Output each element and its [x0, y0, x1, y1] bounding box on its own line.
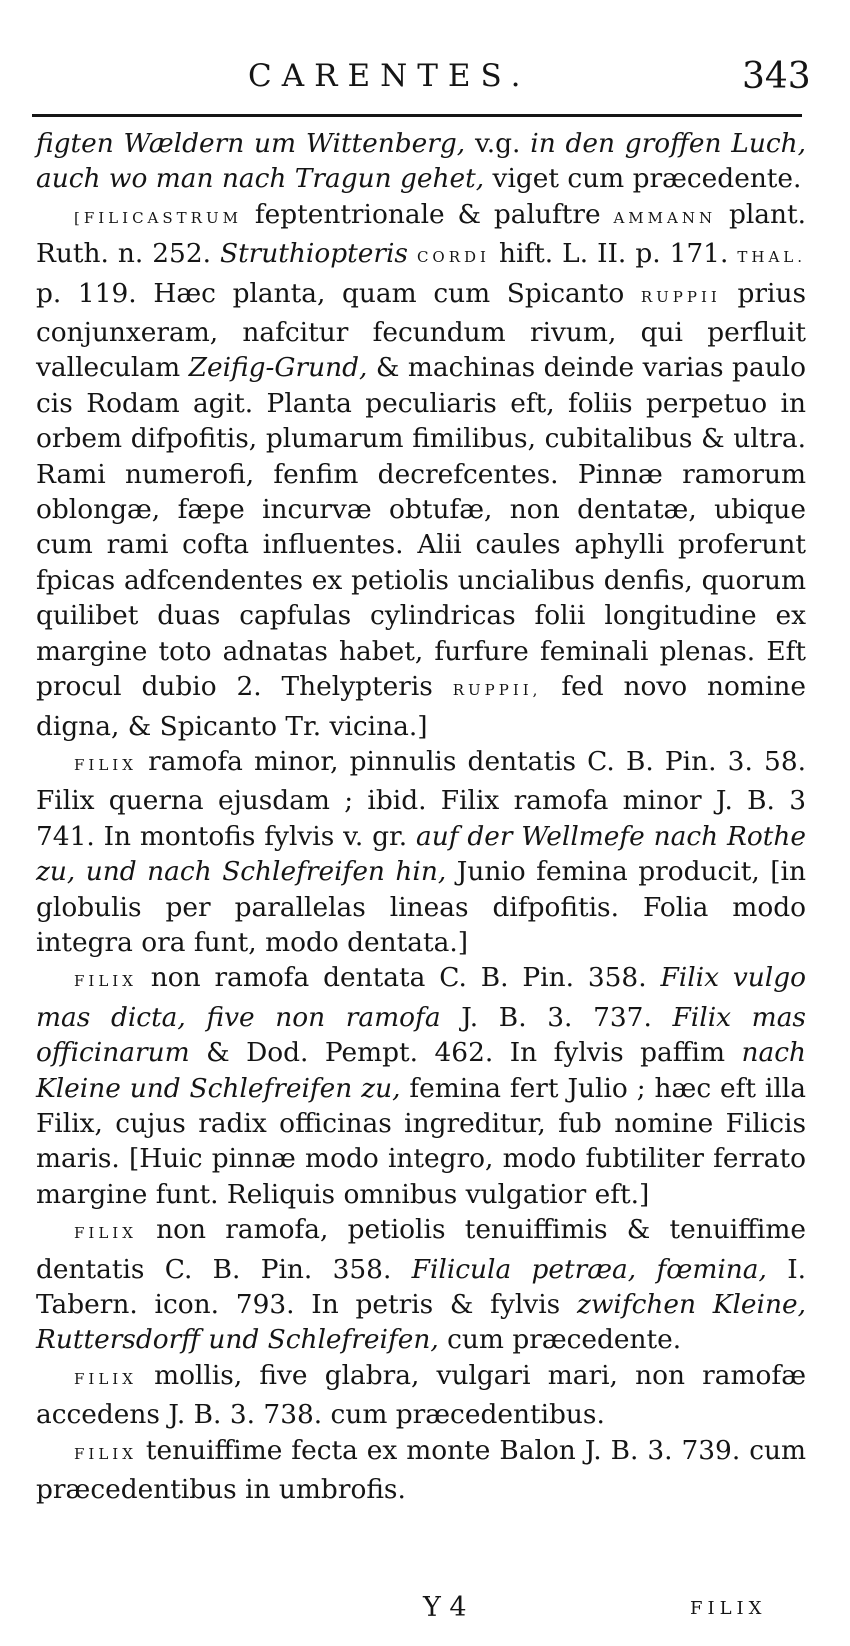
small-caps-name: FILIX: [74, 972, 137, 991]
running-title: CARENTES.: [248, 58, 531, 94]
italic-phrase: Filix vulgo mas dicta, five non ramofa: [36, 962, 806, 1033]
page-number: 343: [742, 56, 811, 97]
small-caps-name: THAL.: [737, 248, 807, 267]
signature-mark: Y 4: [423, 1592, 467, 1623]
page-footer: [0, 1592, 850, 1632]
italic-phrase: auch wo man nach Tragun gehet,: [36, 163, 485, 195]
paragraph: [36, 1212, 806, 1358]
text-run: viget cum præcedente.: [484, 163, 802, 195]
italic-phrase: Filix mas officinarum: [36, 1001, 806, 1069]
paragraph: [36, 1358, 806, 1433]
italic-phrase: zwifchen Kleine, Ruttersdorff und Schlefreifen,: [36, 1289, 806, 1356]
small-caps-name: RUPPII,: [452, 681, 542, 700]
italic-phrase: figten Wældern um Wittenberg,: [36, 128, 466, 159]
small-caps-name: FILIX: [74, 1444, 137, 1463]
text-run: hift. L. II. p. 171.: [489, 238, 738, 270]
paragraph: [36, 744, 806, 960]
text-run: v.g.: [465, 128, 531, 159]
italic-phrase: nach Kleine und Schlefreifen zu,: [36, 1037, 806, 1104]
text-run: fed novo nomine digna, & Spicanto Tr. vicina.]: [36, 671, 807, 742]
italic-phrase: in den groffen Luch,: [530, 128, 806, 159]
text-run: feptentrionale & paluftre: [241, 198, 614, 230]
text-run: non ramofa dentata C. B. Pin. 358.: [136, 962, 661, 994]
text-run: ramofa minor, pinnulis dentatis C. B. Pin. 3. 58. Filix querna ejusdam ; ibid. Filix ramofa minor J. B. 3 741. In montofis fylvis v. gr.: [36, 745, 806, 852]
text-run: tenuiffime fecta ex monte Balon J. B. 3. 739. cum præcedentibus in umbrofis.: [36, 1434, 806, 1506]
paragraph: [36, 126, 806, 197]
text-run: femina fert Julio ; hæc eft illa Filix, cujus radix officinas ingreditur, fub nomine Filicis maris. [Huic pinnæ modo integro, modo fubtiliter ferrato margine funt. Reliquis omnibus vulgatior eft.]: [36, 1072, 806, 1210]
small-caps-name: RUPPII: [640, 287, 721, 306]
text-run: mollis, five glabra, vulgari mari, non ramofæ accedens J. B. 3. 738. cum præcedentibus.: [36, 1359, 806, 1431]
text-run: J. B. 3. 737.: [440, 1001, 673, 1033]
text-run: & machinas deinde varias paulo cis Rodam agit. Planta peculiaris eft, foliis perpetuo in orbem difpofitis, plumarum fimilibus, cubitalibus & ultra. Rami numerofi, fenfim decrefcentes. Pinnæ ramorum oblongæ, fæpe incurvæ obtufæ, non dentatæ, ubique cum rami cofta influentes. Alii caules aphylli proferunt fpicas adfcendentes ex petiolis uncialibus denfis, quorum quilibet duas capfulas cylindricas folii longitudine ex margine toto adnatas habet, furfure feminali plenas. Eft procul dubio 2. Thelypteris: [36, 352, 807, 703]
text-run: prius conjunxeram, nafcitur fecundum rivum, qui perfluit valleculam: [36, 277, 806, 384]
header-rule: [32, 114, 802, 117]
italic-phrase: auf der Wellmefe nach Rothe zu, und nach Schlefreifen hin,: [36, 820, 806, 888]
paragraph: [36, 960, 806, 1212]
text-run: [408, 238, 417, 269]
paragraph: [36, 197, 806, 744]
small-caps-name: FILIX: [74, 1224, 137, 1243]
text-run: I. Tabern. icon. 793. In petris & fylvis: [36, 1253, 807, 1320]
text-run: p. 119. Hæc planta, quam cum Spicanto: [36, 277, 641, 309]
italic-phrase: Struthiopteris: [220, 238, 408, 270]
running-head: [0, 56, 850, 106]
text-run: plant. Ruth. n. 252.: [36, 198, 807, 270]
small-caps-name: AMMANN: [613, 208, 717, 227]
paragraph: [36, 1433, 806, 1508]
small-caps-name: CORDI: [416, 248, 490, 267]
small-caps-name: FILIX: [74, 755, 137, 774]
italic-phrase: Filicula petræa, fœmina,: [411, 1253, 767, 1285]
text-run: & Dod. Pempt. 462. In fylvis paffim: [189, 1037, 742, 1069]
body-text: [36, 126, 806, 1507]
text-run: cum præcedente.: [438, 1324, 682, 1356]
small-caps-name: [FILICASTRUM: [74, 208, 242, 227]
small-caps-name: FILIX: [74, 1369, 137, 1388]
text-run: Junio femina producit, [in globulis per parallelas lineas difpofitis. Folia modo integra ora funt, modo dentata.]: [36, 856, 806, 958]
italic-phrase: Zeifig-Grund,: [188, 352, 368, 384]
text-run: non ramofa, petiolis tenuiffimis & tenuiffime dentatis C. B. Pin. 358.: [36, 1214, 806, 1285]
catchword: FILIX: [690, 1598, 767, 1619]
